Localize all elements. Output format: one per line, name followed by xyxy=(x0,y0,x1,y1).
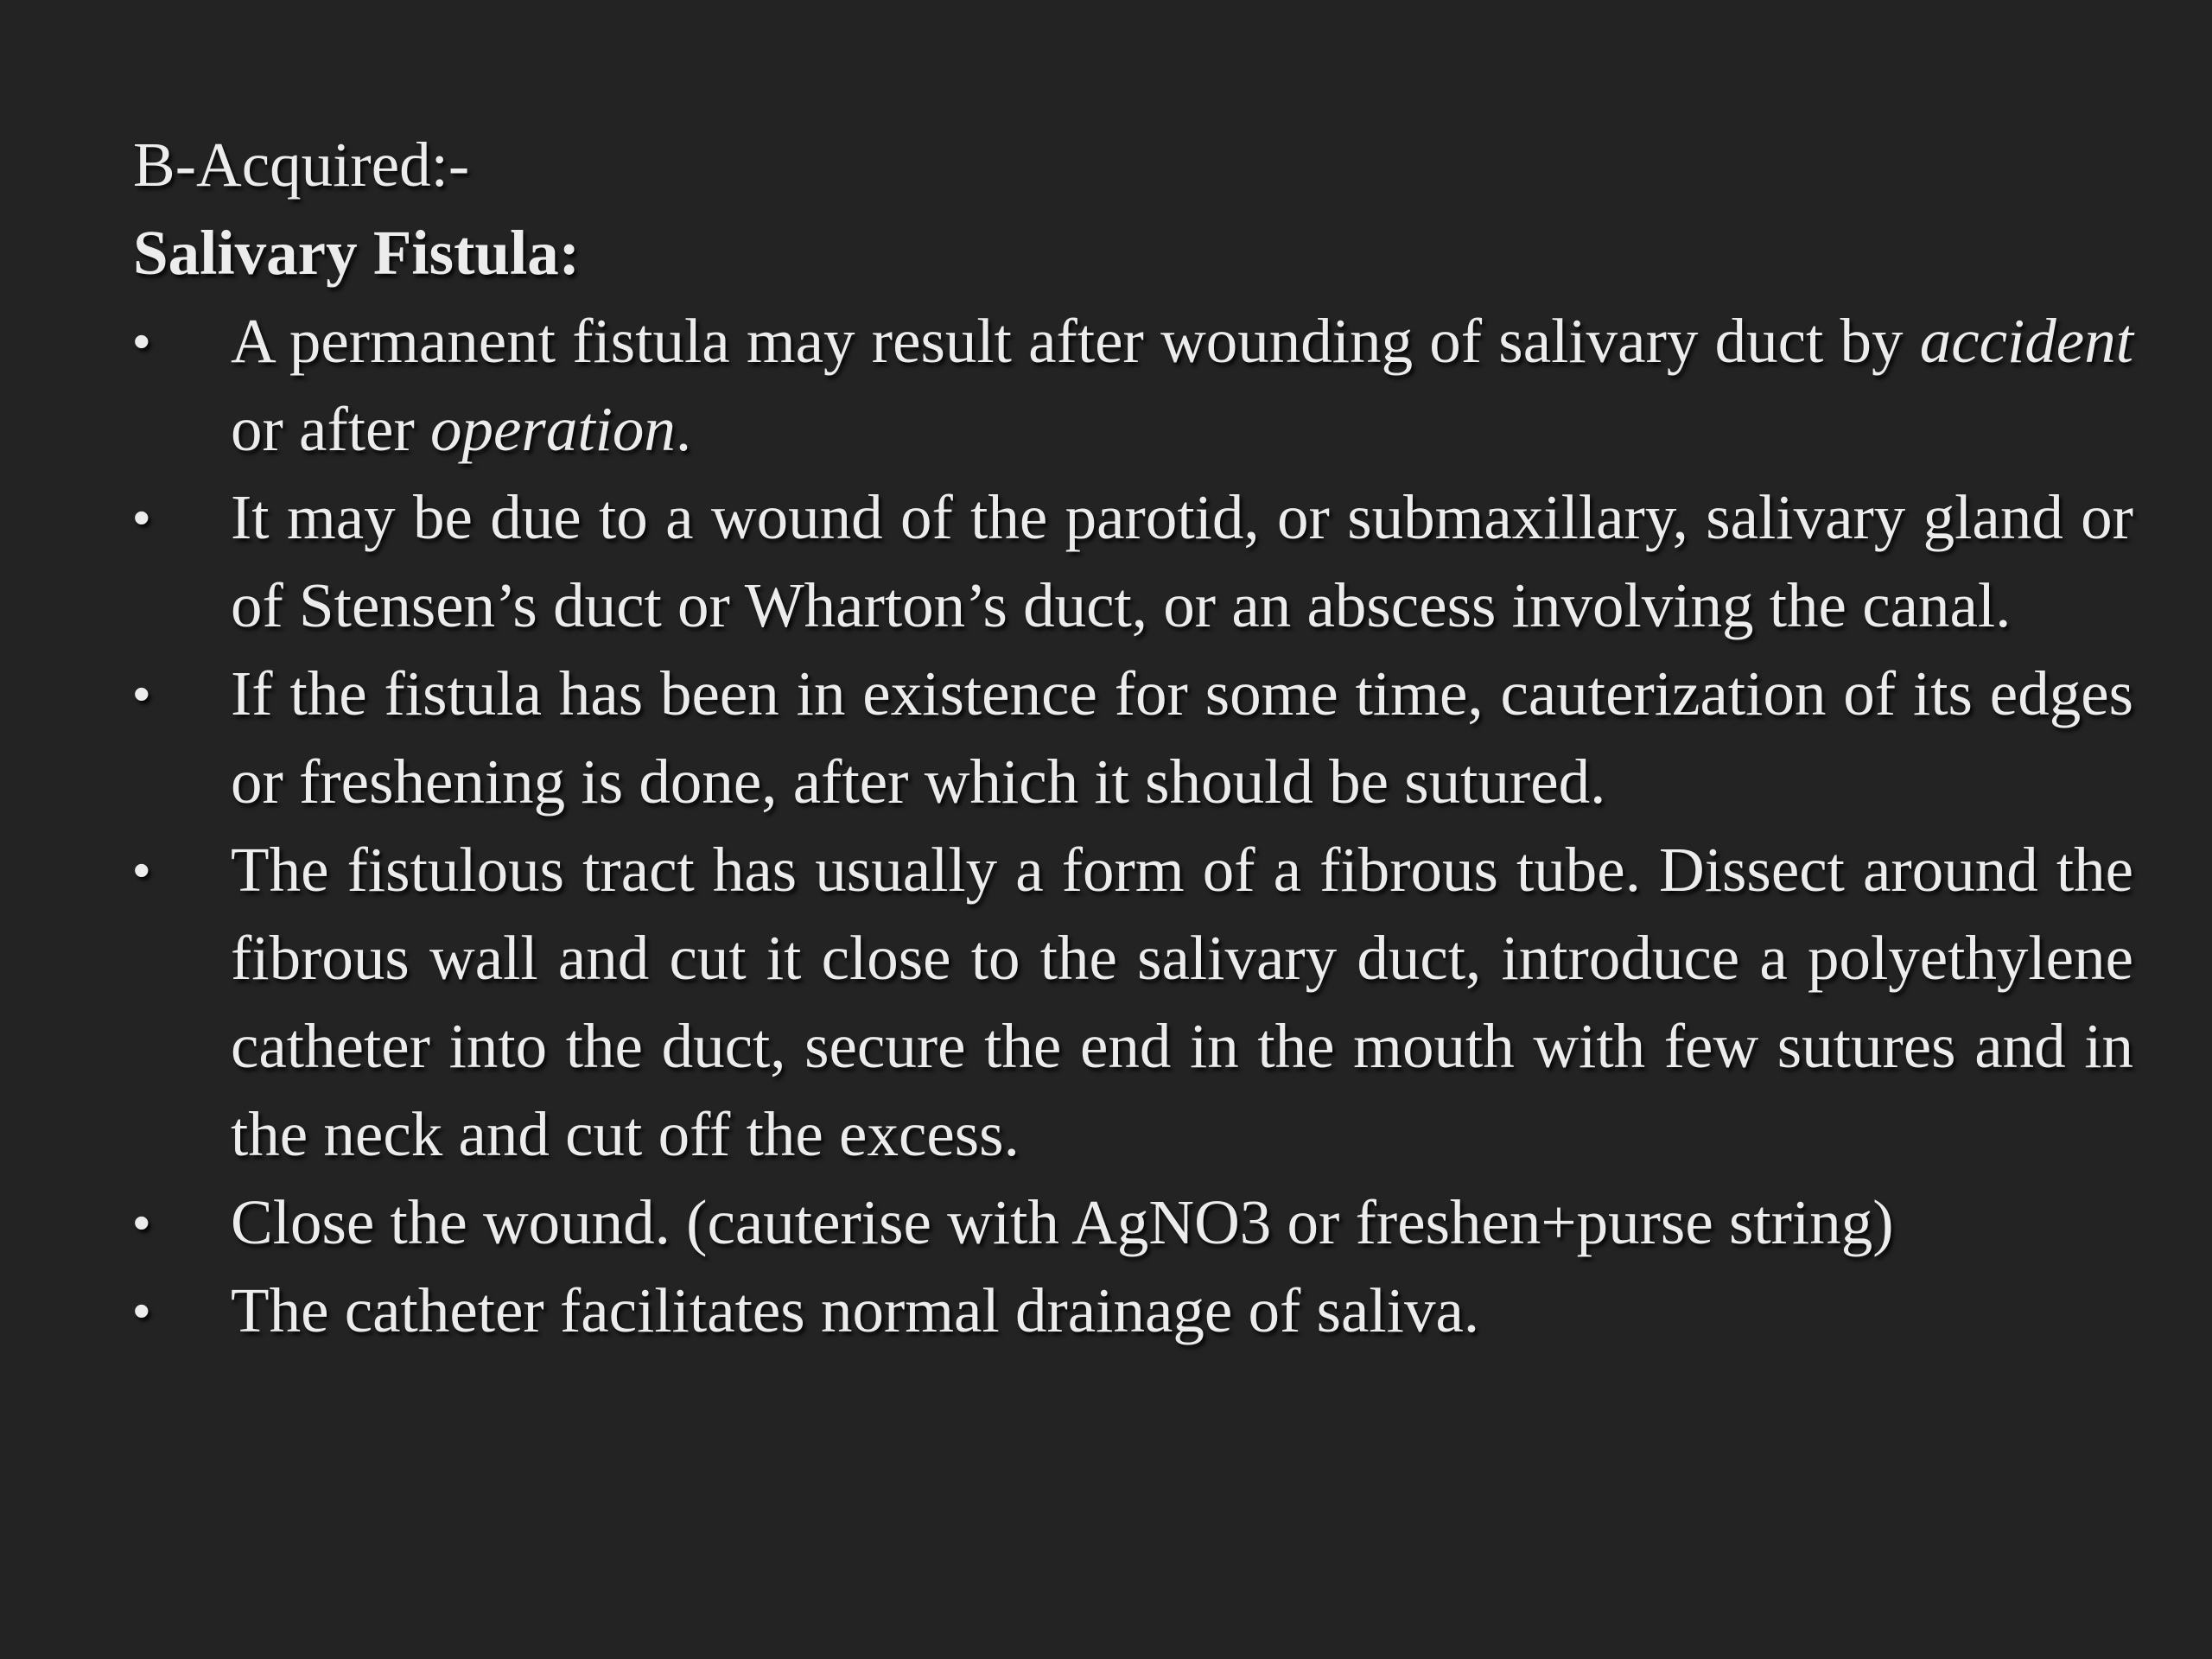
slide-title: Salivary Fistula: xyxy=(133,218,581,288)
bullet-item xyxy=(133,474,2133,650)
bullet-item xyxy=(133,297,2133,474)
bullet-text: . xyxy=(675,394,692,464)
bullet-dot-icon: • xyxy=(133,1283,150,1338)
bullet-text: or after xyxy=(231,394,431,464)
bullet-text: If the fistula has been in existence for some time, cauterization of its edges or freshening is done, after which it should be sutured. xyxy=(231,658,2133,817)
bullet-dot-icon: • xyxy=(133,666,150,721)
bullet-item xyxy=(133,1179,2133,1267)
bullet-dot-icon: • xyxy=(133,490,150,544)
slide-content xyxy=(133,121,2133,1355)
bullet-item xyxy=(133,826,2133,1179)
bullet-emphasis: operation xyxy=(430,394,676,464)
bullet-emphasis: accident xyxy=(1919,306,2133,376)
bullet-item xyxy=(133,1267,2133,1355)
bullet-text: It may be due to a wound of the parotid, or submaxillary, salivary gland or of Stensen’s duct or Wharton’s duct, or an abscess involving the canal. xyxy=(231,482,2133,640)
section-heading: B-Acquired:- xyxy=(133,130,470,200)
bullet-dot-icon: • xyxy=(133,842,150,897)
bullet-item xyxy=(133,650,2133,826)
bullet-text: The fistulous tract has usually a form of a fibrous tube. Dissect around the fibrous wall and cut it close to the salivary duct, introduce a polyethylene catheter into the duct, secure the end in the mouth with few sutures and in the neck and cut off the excess. xyxy=(231,835,2133,1169)
bullet-text: Close the wound. (cauterise with AgNO3 or freshen+purse string) xyxy=(231,1187,1894,1257)
bullet-dot-icon: • xyxy=(133,1195,150,1249)
bullet-dot-icon: • xyxy=(133,314,150,368)
bullet-list xyxy=(133,297,2133,1355)
bullet-text: A permanent fistula may result after wounding of salivary duct by xyxy=(231,306,1920,376)
bullet-text: The catheter facilitates normal drainage of saliva. xyxy=(231,1275,1480,1345)
